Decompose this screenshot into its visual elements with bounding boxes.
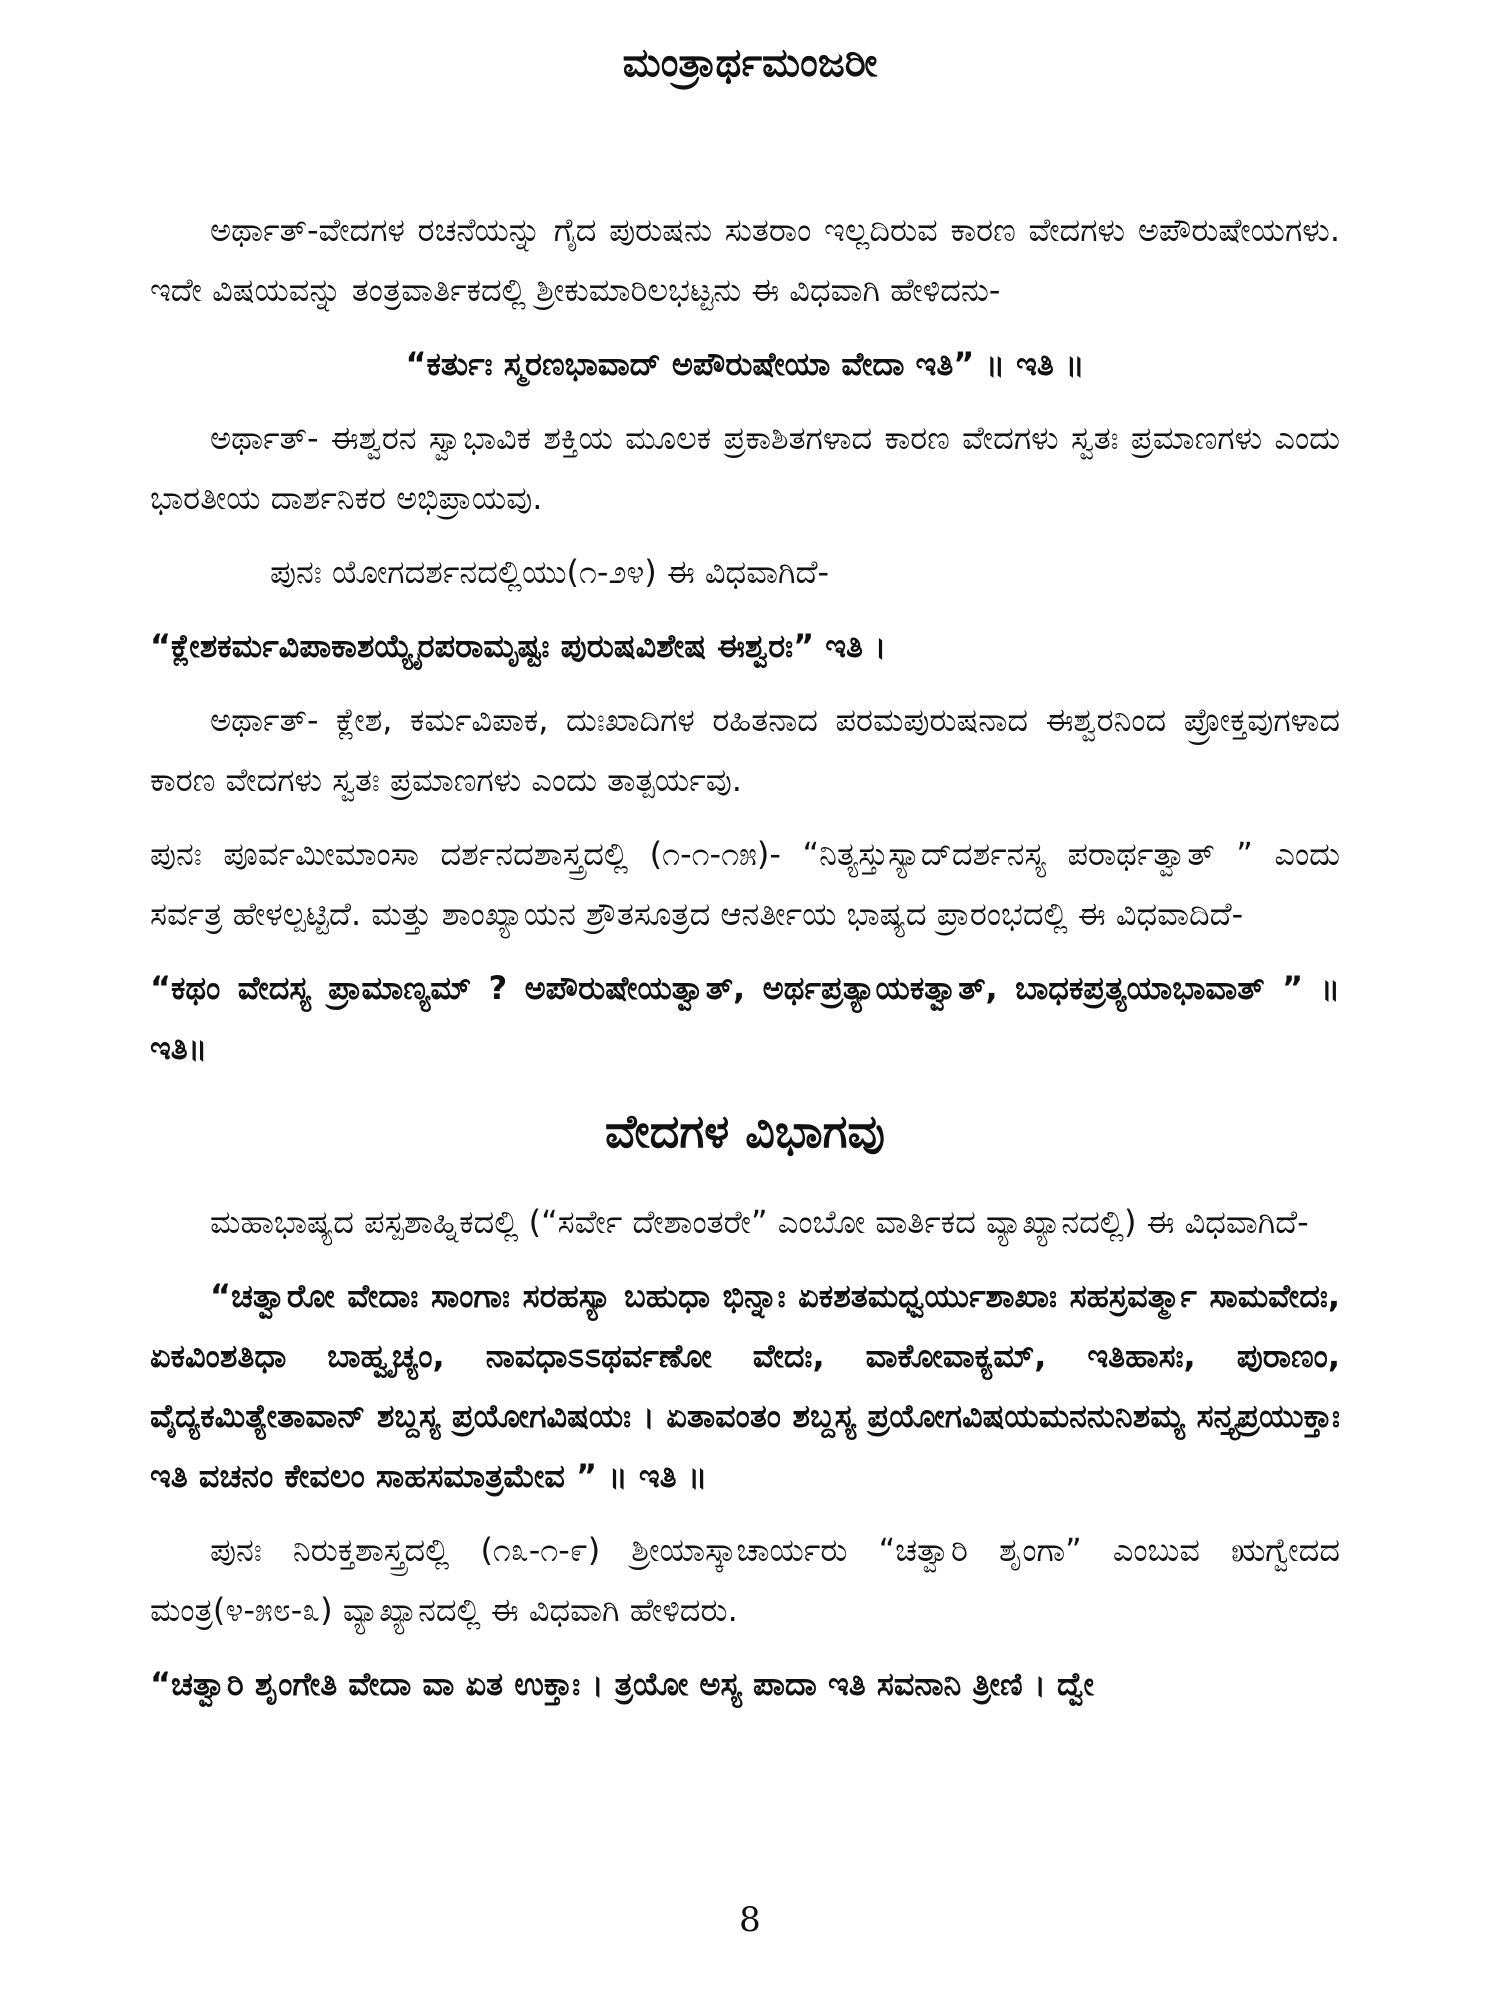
paragraph-3: ಪುನಃ ಯೋಗದರ್ಶನದಲ್ಲಿಯು(೧-೨೪) ಈ ವಿಧವಾಗಿದೆ- — [270, 553, 830, 591]
quote-2: “ಕ್ಲೇಶಕರ್ಮವಿಪಾಕಾಶಯ್ಯೈರಪರಾಮೃಷ್ಟಃ ಪುರುಷವಿಶೇಷ ಈಶ್ವರಃ” ಇತಿ । — [150, 627, 887, 665]
paragraph-5: ಪುನಃ ಪೂರ್ವಮೀಮಾಂಸಾ ದರ್ಶನದಶಾಸ್ತ್ರದಲ್ಲಿ (೧-೧-೧೫)- “ನಿತ್ಯಸ್ತುಸ್ಯಾದ್‌ದರ್ಶನಸ್ಯ ಪರಾರ್ಥತ್ವಾತ್ ” ಎಂದು ಸರ್ವತ್ರ ಹೇಳಲ್ಪಟ್ಟಿದೆ. ಮತ್ತು ಶಾಂಖ್ಯಾಯನ ಶ್ರೌತಸೂತ್ರದ ಆನರ್ತೀಯ ಭಾಷ್ಯದ ಪ್ರಾರಂಭದಲ್ಲಿ ಈ ವಿಧವಾದಿದೆ- — [150, 835, 1340, 933]
paragraph-7: ಪುನಃ ನಿರುಕ್ತಶಾಸ್ತ್ರದಲ್ಲಿ (೧೩-೧-೯) ಶ್ರೀಯಾಸ್ಕಾಚಾರ್ಯರು “ಚತ್ವಾರಿ ಶೃಂಗಾ” ಎಂಬುವ ಋಗ್ವೇದದ ಮಂತ್ರ(೪-೫೮-೩) ವ್ಯಾಖ್ಯಾನದಲ್ಲಿ ಈ ವಿಧವಾಗಿ ಹೇಳಿದರು. — [150, 1531, 1340, 1629]
page-number: 8 — [739, 1900, 761, 1940]
quote-4: “ಚತ್ವಾರೋ ವೇದಾಃ ಸಾಂಗಾಃ ಸರಹಸ್ಯಾ ಬಹುಧಾ ಭಿನ್ನಾಃ ಏಕಶತಮಧ್ವರ್ಯುಶಾಖಾಃ ಸಹಸ್ರವರ್ತ್ಮಾ ಸಾಮವೇದಃ, ಏಕವಿಂಶತಿಧಾ ಬಾಹ್ವೃಚ್ಯಂ, ನಾವಧಾಽಽಥರ್ವಣೋ ವೇದಃ, ವಾಕೋವಾಕ್ಯಮ್, ಇತಿಹಾಸಃ, ಪುರಾಣಂ, ವೈದ್ಯಕಮಿತ್ಯೇತಾವಾನ್ ಶಬ್ದಸ್ಯ ಪ್ರಯೋಗವಿಷಯಃ । ಏತಾವಂತಂ ಶಬ್ದಸ್ಯ ಪ್ರಯೋಗವಿಷಯಮನನುನಿಶಮ್ಯ ಸನ್ತ್ಯಪ್ರಯುಕ್ತಾಃ ಇತಿ ವಚನಂ ಕೇವಲಂ ಸಾಹಸಮಾತ್ರಮೇವ ” ॥ ಇತಿ ॥ — [150, 1277, 1340, 1495]
section-heading: ವೇದಗಳ ವಿಭಾಗವು — [605, 1104, 885, 1158]
paragraph-6: ಮಹಾಭಾಷ್ಯದ ಪಸ್ಪಶಾಹ್ನಿಕದಲ್ಲಿ (“ಸರ್ವೇ ದೇಶಾಂತರೇ” ಎಂಬೋ ವಾರ್ತಿಕದ ವ್ಯಾಖ್ಯಾನದಲ್ಲಿ) ಈ ವಿಧವಾಗಿದೆ- — [210, 1203, 1309, 1241]
page-body — [150, 200, 1340, 1728]
paragraph-1: ಅರ್ಥಾತ್-ವೇದಗಳ ರಚನೆಯನ್ನು ಗೈದ ಪುರುಷನು ಸುತರಾಂ ಇಲ್ಲದಿರುವ ಕಾರಣ ವೇದಗಳು ಅಪೌರುಷೇಯಗಳು. ಇದೇ ವಿಷಯವನ್ನು ತಂತ್ರವಾರ್ತಿಕದಲ್ಲಿ ಶ್ರೀಕುಮಾರಿಲಭಟ್ಟನು ಈ ವಿಧವಾಗಿ ಹೇಳಿದನು- — [150, 211, 1340, 309]
paragraph-4: ಅರ್ಥಾತ್- ಕ್ಲೇಶ, ಕರ್ಮವಿಪಾಕ, ದುಃಖಾದಿಗಳ ರಹಿತನಾದ ಪರಮಪುರುಷನಾದ ಈಶ್ವರನಿಂದ ಪ್ರೋಕ್ತವುಗಳಾದ ಕಾರಣ ವೇದಗಳು ಸ್ವತಃ ಪ್ರಮಾಣಗಳು ಎಂದು ತಾತ್ಪರ್ಯವು. — [150, 701, 1340, 799]
quote-5: “ಚತ್ವಾರಿ ಶೃಂಗೇತಿ ವೇದಾ ವಾ ಏತ ಉಕ್ತಾಃ । ತ್ರಯೋ ಅಸ್ಯ ಪಾದಾ ಇತಿ ಸವನಾನಿ ತ್ರೀಣಿ । ದ್ವೇ — [150, 1665, 1094, 1703]
paragraph-2: ಅರ್ಥಾತ್- ಈಶ್ವರನ ಸ್ವಾಭಾವಿಕ ಶಕ್ತಿಯ ಮೂಲಕ ಪ್ರಕಾಶಿತಗಳಾದ ಕಾರಣ ವೇದಗಳು ಸ್ವತಃ ಪ್ರಮಾಣಗಳು ಎಂದು ಭಾರತೀಯ ದಾರ್ಶನಿಕರ ಅಭಿಪ್ರಾಯವು. — [150, 419, 1340, 517]
quote-1: “ಕರ್ತುಃ ಸ್ಮರಣಭಾವಾದ್ ಅಪೌರುಷೇಯಾ ವೇದಾ ಇತಿ” ॥ ಇತಿ ॥ — [405, 345, 1085, 383]
running-title: ಮಂತ್ರಾರ್ಥಮಂಜರೀ — [622, 40, 878, 86]
quote-3: “ಕಥಂ ವೇದಸ್ಯ ಪ್ರಾಮಾಣ್ಯಮ್ ? ಅಪೌರುಷೇಯತ್ವಾತ್, ಅರ್ಥಪ್ರತ್ಯಾಯಕತ್ವಾತ್, ಬಾಧಕಪ್ರತ್ಯಯಾಭಾವಾತ್ ” ॥ ಇತಿ॥ — [150, 969, 1340, 1067]
